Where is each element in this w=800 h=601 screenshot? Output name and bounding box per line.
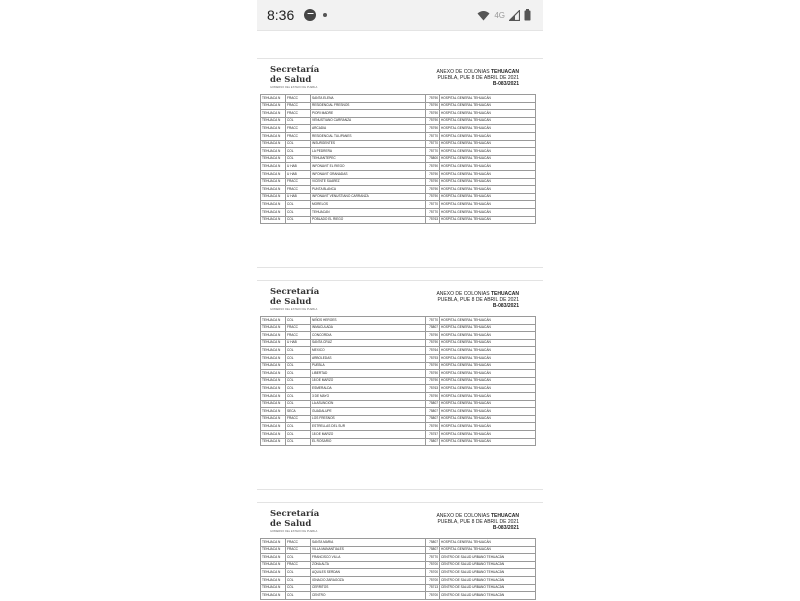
table-cell: COL xyxy=(286,148,311,156)
table-cell: TEHUACA N xyxy=(261,132,286,140)
table-cell: HOSPITAL GENERAL TEHUACÁN xyxy=(440,163,536,171)
table-cell: FRACC xyxy=(286,561,311,569)
table-cell: COL xyxy=(286,354,311,362)
table-cell: U HAB xyxy=(286,193,311,201)
table-cell: PIORI MADRE xyxy=(311,110,426,118)
table-cell: ZONA ALTA xyxy=(311,561,426,569)
table-cell: MORELOS xyxy=(311,201,426,209)
table-cell: TEHUACA N xyxy=(261,216,286,224)
table-cell: 75764 xyxy=(426,347,440,355)
table-row xyxy=(261,324,536,332)
battery-icon xyxy=(524,9,531,21)
table-cell: HOSPITAL GENERAL TEHUACÁN xyxy=(440,132,536,140)
table-row xyxy=(261,430,536,438)
table-cell: HOSPITAL GENERAL TEHUACÁN xyxy=(440,539,536,547)
table-cell: POBLADO EL RIEGO xyxy=(311,216,426,224)
table-cell: 75700 xyxy=(426,561,440,569)
table-row xyxy=(261,400,536,408)
table-cell: 75790 xyxy=(426,362,440,370)
table-cell: COL xyxy=(286,370,311,378)
table-cell: TEHUACA N xyxy=(261,332,286,340)
table-cell: 18 DE MARZO xyxy=(311,377,426,385)
table-cell: HOSPITAL GENERAL TEHUACÁN xyxy=(440,155,536,163)
table-cell: TEHUACA N xyxy=(261,370,286,378)
header-date: PUEBLA, PUE 8 DE ABRIL DE 2021 xyxy=(437,297,519,303)
status-time: 8:36 xyxy=(267,7,295,23)
page-header xyxy=(436,513,519,531)
table-cell: FRANCISCO VILLA xyxy=(311,554,426,562)
table-cell: COL xyxy=(286,317,311,325)
table-cell: HOSPITAL GENERAL TEHUACÁN xyxy=(440,110,536,118)
table-cell: LA PEDRERA xyxy=(311,148,426,156)
table-cell: HOSPITAL GENERAL TEHUACÁN xyxy=(440,178,536,186)
table-row xyxy=(261,347,536,355)
header-title-city: TEHUACAN xyxy=(490,291,519,297)
table-cell: COL xyxy=(286,423,311,431)
table-cell: IGNACIO ZARAGOZA xyxy=(311,576,426,584)
table-cell: 75790 xyxy=(426,117,440,125)
table-cell: TEHUACA N xyxy=(261,347,286,355)
table-row xyxy=(261,362,536,370)
table-cell: TEHUACA N xyxy=(261,117,286,125)
table-row xyxy=(261,170,536,178)
table-cell: 75770 xyxy=(426,201,440,209)
table-cell: HOSPITAL GENERAL TEHUACÁN xyxy=(440,370,536,378)
table-cell: HOSPITAL GENERAL TEHUACÁN xyxy=(440,430,536,438)
table-cell: HOSPITAL GENERAL TEHUACÁN xyxy=(440,148,536,156)
table-cell: 75807 xyxy=(426,324,440,332)
table-cell: COL xyxy=(286,362,311,370)
table-row xyxy=(261,423,536,431)
table-row xyxy=(261,339,536,347)
table-cell: FRACC xyxy=(286,415,311,423)
document-page xyxy=(257,280,543,490)
table-cell: 75790 xyxy=(426,102,440,110)
table-cell: HOSPITAL GENERAL TEHUACÁN xyxy=(440,339,536,347)
table-row xyxy=(261,569,536,577)
table-cell: HOSPITAL GENERAL TEHUACÁN xyxy=(440,385,536,393)
table-cell: 75757 xyxy=(426,430,440,438)
table-cell: EL ROSARIO xyxy=(311,438,426,446)
table-cell: HOSPITAL GENERAL TEHUACÁN xyxy=(440,408,536,416)
table-row xyxy=(261,576,536,584)
table-cell: TEHUACA N xyxy=(261,377,286,385)
table-cell: 75790 xyxy=(426,377,440,385)
table-cell: SECA xyxy=(286,408,311,416)
table-cell: HOSPITAL GENERAL TEHUACÁN xyxy=(440,546,536,554)
table-cell: HOSPITAL GENERAL TEHUACÁN xyxy=(440,362,536,370)
table-cell: COL xyxy=(286,385,311,393)
table-cell: 75713 xyxy=(426,584,440,592)
colonias-table xyxy=(260,94,536,224)
table-cell: ARCADIA xyxy=(311,125,426,133)
table-cell: HOSPITAL GENERAL TEHUACÁN xyxy=(440,117,536,125)
table-cell: 75790 xyxy=(426,178,440,186)
header-title-prefix: ANEXO DE COLONIAS xyxy=(436,513,491,519)
table-cell: COL xyxy=(286,201,311,209)
table-cell: VICENTE SUAREZ xyxy=(311,178,426,186)
header-title-prefix: ANEXO DE COLONIAS xyxy=(436,291,491,297)
table-cell: TEHUACA N xyxy=(261,385,286,393)
secretaria-salud-logo xyxy=(270,509,350,533)
table-cell: 75790 xyxy=(426,95,440,103)
table-cell: HOSPITAL GENERAL TEHUACÁN xyxy=(440,186,536,194)
table-row xyxy=(261,554,536,562)
secretaria-salud-logo xyxy=(270,287,350,311)
table-cell: CENTRO xyxy=(311,592,426,600)
table-cell: CERRITOS xyxy=(311,584,426,592)
table-cell: 75790 xyxy=(426,193,440,201)
table-cell: TEHUACA N xyxy=(261,125,286,133)
table-cell: 75790 xyxy=(426,423,440,431)
table-cell: LOS FRESNOS xyxy=(311,415,426,423)
table-row xyxy=(261,148,536,156)
table-row xyxy=(261,163,536,171)
table-cell: 75790 xyxy=(426,110,440,118)
table-row xyxy=(261,415,536,423)
table-cell: GUADALUPE xyxy=(311,408,426,416)
table-cell: ESTRELLAS DEL SUR xyxy=(311,423,426,431)
table-cell: SANTA ELENA xyxy=(311,95,426,103)
table-cell: 75770 xyxy=(426,148,440,156)
table-row xyxy=(261,102,536,110)
table-cell: 75790 xyxy=(426,392,440,400)
table-cell: HOSPITAL GENERAL TEHUACÁN xyxy=(440,423,536,431)
table-cell: HOSPITAL GENERAL TEHUACÁN xyxy=(440,208,536,216)
table-cell: COL xyxy=(286,216,311,224)
table-cell: FRACC xyxy=(286,102,311,110)
table-cell: 75790 xyxy=(426,163,440,171)
table-cell: HOSPITAL GENERAL TEHUACÁN xyxy=(440,438,536,446)
table-cell: TEHUACA N xyxy=(261,110,286,118)
table-cell: INSURGENTES xyxy=(311,140,426,148)
table-row xyxy=(261,95,536,103)
table-cell: FRACC xyxy=(286,186,311,194)
table-cell: TEHUACA N xyxy=(261,392,286,400)
table-cell: TEHUACA N xyxy=(261,339,286,347)
table-cell: FRACC xyxy=(286,539,311,547)
table-cell: HOSPITAL GENERAL TEHUACÁN xyxy=(440,400,536,408)
network-type-label: 4G xyxy=(494,10,505,20)
table-row xyxy=(261,438,536,446)
table-cell: HOSPITAL GENERAL TEHUACÁN xyxy=(440,317,536,325)
table-cell: COL xyxy=(286,208,311,216)
table-cell: 75807 xyxy=(426,408,440,416)
table-cell: HOSPITAL GENERAL TEHUACÁN xyxy=(440,392,536,400)
logo-subtitle: GOBIERNO DEL ESTADO DE PUEBLA xyxy=(270,86,318,89)
table-cell: HOSPITAL GENERAL TEHUACÁN xyxy=(440,95,536,103)
table-cell: NIÑOS HEROES xyxy=(311,317,426,325)
header-date: PUEBLA, PUE 8 DE ABRIL DE 2021 xyxy=(437,75,519,81)
table-cell: COL xyxy=(286,576,311,584)
table-cell: 75807 xyxy=(426,400,440,408)
table-cell: U HAB xyxy=(286,339,311,347)
table-row xyxy=(261,546,536,554)
table-row xyxy=(261,193,536,201)
table-cell: 75700 xyxy=(426,569,440,577)
page-header xyxy=(436,69,519,87)
table-cell: TEHUACA N xyxy=(261,362,286,370)
table-row xyxy=(261,539,536,547)
table-cell: 3 DE MAYO xyxy=(311,392,426,400)
table-cell: TEHUACA N xyxy=(261,400,286,408)
table-row xyxy=(261,370,536,378)
table-cell: TEHUACA N xyxy=(261,148,286,156)
table-row xyxy=(261,155,536,163)
secretaria-salud-logo xyxy=(270,65,350,89)
table-cell: TEHUACA N xyxy=(261,554,286,562)
table-cell: 75807 xyxy=(426,546,440,554)
table-cell: 18 DE MARZO xyxy=(311,430,426,438)
table-cell: TEHUANTEPEC xyxy=(311,155,426,163)
document-page xyxy=(257,58,543,268)
table-cell: 75800 xyxy=(426,155,440,163)
document-viewer[interactable] xyxy=(257,31,543,600)
table-cell: 75700 xyxy=(426,576,440,584)
table-cell: CENTRO DE SALUD URBANO TEHUACÁN xyxy=(440,592,536,600)
table-cell: FRACC xyxy=(286,110,311,118)
table-cell: 75763 xyxy=(426,216,440,224)
table-cell: HOSPITAL GENERAL TEHUACÁN xyxy=(440,102,536,110)
table-cell: TEHUACA N xyxy=(261,95,286,103)
table-cell: 75790 xyxy=(426,186,440,194)
table-cell: CENTRO DE SALUD URBANO TEHUACÁN xyxy=(440,584,536,592)
table-cell: HOSPITAL GENERAL TEHUACÁN xyxy=(440,140,536,148)
table-cell: TEHUACA N xyxy=(261,430,286,438)
table-row xyxy=(261,117,536,125)
table-cell: TEHUACA N xyxy=(261,201,286,209)
table-row xyxy=(261,110,536,118)
table-cell: 75790 xyxy=(426,170,440,178)
table-cell: FRACC xyxy=(286,132,311,140)
table-cell: TEHUACA N xyxy=(261,423,286,431)
header-title-city: TEHUACAN xyxy=(490,69,519,75)
table-row xyxy=(261,140,536,148)
table-cell: TEHUACA N xyxy=(261,208,286,216)
table-cell: 75770 xyxy=(426,208,440,216)
logo-line-2: de Salud xyxy=(270,519,312,529)
table-cell: TEHUACA N xyxy=(261,178,286,186)
table-cell: 75700 xyxy=(426,592,440,600)
table-cell: HOSPITAL GENERAL TEHUACÁN xyxy=(440,201,536,209)
table-cell: TEHUACA N xyxy=(261,193,286,201)
table-row xyxy=(261,332,536,340)
table-cell: COL xyxy=(286,592,311,600)
table-cell: SANTA CRUZ xyxy=(311,339,426,347)
table-cell: TEHUACA N xyxy=(261,561,286,569)
logo-line-1: Secretaría xyxy=(270,287,320,297)
table-row xyxy=(261,317,536,325)
table-cell: TEHUACA N xyxy=(261,576,286,584)
table-cell: CENTRO DE SALUD URBANO TEHUACÁN xyxy=(440,576,536,584)
logo-subtitle: GOBIERNO DEL ESTADO DE PUEBLA xyxy=(270,308,318,311)
colonias-table xyxy=(260,316,536,446)
table-cell: TEHUACA N xyxy=(261,354,286,362)
table-cell: TEHUACA N xyxy=(261,140,286,148)
wifi-icon xyxy=(477,10,490,21)
table-cell: 75770 xyxy=(426,140,440,148)
table-cell: INMACULADA xyxy=(311,324,426,332)
notification-dot-icon xyxy=(323,13,327,17)
table-row xyxy=(261,208,536,216)
table-cell: HOSPITAL GENERAL TEHUACÁN xyxy=(440,170,536,178)
table-cell: CENTRO DE SALUD URBANO TEHUACÁN xyxy=(440,569,536,577)
messenger-icon xyxy=(304,9,316,21)
header-date: PUEBLA, PUE 8 DE ABRIL DE 2021 xyxy=(437,519,519,525)
table-cell: 75790 xyxy=(426,125,440,133)
table-cell: TEHUACA N xyxy=(261,539,286,547)
table-row xyxy=(261,385,536,393)
table-cell: COL xyxy=(286,584,311,592)
table-cell: COL xyxy=(286,117,311,125)
table-row xyxy=(261,186,536,194)
table-cell: COL xyxy=(286,554,311,562)
table-cell: HOSPITAL GENERAL TEHUACÁN xyxy=(440,354,536,362)
document-page xyxy=(257,502,543,601)
table-cell: 75790 xyxy=(426,332,440,340)
colonias-table xyxy=(260,538,536,600)
table-cell: PUEBLA xyxy=(311,362,426,370)
table-cell: CONCORDIA xyxy=(311,332,426,340)
table-cell: HOSPITAL GENERAL TEHUACÁN xyxy=(440,415,536,423)
table-row xyxy=(261,354,536,362)
logo-line-1: Secretaría xyxy=(270,65,320,75)
table-row xyxy=(261,592,536,600)
table-cell: HOSPITAL GENERAL TEHUACÁN xyxy=(440,193,536,201)
table-cell: FRACC xyxy=(286,125,311,133)
table-cell: LA ASUNCION xyxy=(311,400,426,408)
table-cell: FRACC xyxy=(286,95,311,103)
table-cell: 75770 xyxy=(426,132,440,140)
table-cell: 75770 xyxy=(426,554,440,562)
table-row xyxy=(261,201,536,209)
table-cell: HOSPITAL GENERAL TEHUACÁN xyxy=(440,332,536,340)
logo-line-2: de Salud xyxy=(270,75,312,85)
table-row xyxy=(261,216,536,224)
header-code: B-083/2021 xyxy=(492,303,519,309)
table-cell: 75790 xyxy=(426,370,440,378)
table-row xyxy=(261,178,536,186)
header-title-prefix: ANEXO DE COLONIAS xyxy=(436,69,491,75)
table-cell: 75793 xyxy=(426,354,440,362)
table-cell: MEXICO xyxy=(311,347,426,355)
table-cell: INFONAVIT GRANADAS xyxy=(311,170,426,178)
table-cell: RESIDENCIAL FRESNOS xyxy=(311,102,426,110)
table-cell: COL xyxy=(286,438,311,446)
table-cell: AQUILES SERDAN xyxy=(311,569,426,577)
table-cell: VILLA MANANTIALES xyxy=(311,546,426,554)
table-cell: ESMERALDA xyxy=(311,385,426,393)
table-cell: HOSPITAL GENERAL TEHUACÁN xyxy=(440,324,536,332)
table-cell: COL xyxy=(286,347,311,355)
table-row xyxy=(261,377,536,385)
table-row xyxy=(261,392,536,400)
table-cell: TEHUACA N xyxy=(261,438,286,446)
table-cell: TEHUACA N xyxy=(261,317,286,325)
table-cell: TEHUACA N xyxy=(261,324,286,332)
header-title-city: TEHUACAN xyxy=(490,513,519,519)
table-row xyxy=(261,584,536,592)
table-cell: CENTRO DE SALUD URBANO TEHUACÁN xyxy=(440,561,536,569)
table-cell: COL xyxy=(286,377,311,385)
table-cell: FRACC xyxy=(286,178,311,186)
logo-line-1: Secretaría xyxy=(270,509,320,519)
table-cell: RESIDENCIAL TULIPANES xyxy=(311,132,426,140)
table-cell: SANTA MARIA xyxy=(311,539,426,547)
table-cell: FRACC xyxy=(286,546,311,554)
table-cell: HOSPITAL GENERAL TEHUACÁN xyxy=(440,216,536,224)
table-cell: TEHUACA N xyxy=(261,569,286,577)
table-cell: COL xyxy=(286,140,311,148)
table-cell: VENUSTIANO CARRANZA xyxy=(311,117,426,125)
table-cell: TEHUACA N xyxy=(261,170,286,178)
logo-subtitle: GOBIERNO DEL ESTADO DE PUEBLA xyxy=(270,530,318,533)
table-cell: COL xyxy=(286,430,311,438)
table-cell: COL xyxy=(286,400,311,408)
table-cell: COL xyxy=(286,392,311,400)
table-cell: 75770 xyxy=(426,317,440,325)
table-cell: U HAB xyxy=(286,170,311,178)
table-row xyxy=(261,561,536,569)
table-cell: U HAB xyxy=(286,163,311,171)
table-cell: COL xyxy=(286,569,311,577)
table-row xyxy=(261,408,536,416)
table-cell: 75807 xyxy=(426,438,440,446)
table-cell: 75807 xyxy=(426,415,440,423)
header-code: B-083/2021 xyxy=(492,81,519,87)
table-cell: TEHUACA N xyxy=(261,102,286,110)
table-cell: TEHUACA N xyxy=(261,155,286,163)
table-cell: HOSPITAL GENERAL TEHUACÁN xyxy=(440,377,536,385)
table-cell: 75763 xyxy=(426,385,440,393)
table-cell: 75790 xyxy=(426,339,440,347)
table-cell: FRACC xyxy=(286,332,311,340)
table-cell: LIBERTAD xyxy=(311,370,426,378)
table-cell: CENTRO DE SALUD URBANO TEHUACÁN xyxy=(440,554,536,562)
page-header xyxy=(436,291,519,309)
table-cell: COL xyxy=(286,155,311,163)
table-cell: ARBOLEDAS xyxy=(311,354,426,362)
table-cell: PUNTA BLANCA xyxy=(311,186,426,194)
table-cell: INFONAVIT VENUSTIANO CARRANZA xyxy=(311,193,426,201)
table-cell: INFONAVIT EL RIEGO xyxy=(311,163,426,171)
table-cell: TEHUACA N xyxy=(261,592,286,600)
header-code: B-083/2021 xyxy=(492,525,519,531)
table-cell: TEHUACA N xyxy=(261,186,286,194)
table-cell: HOSPITAL GENERAL TEHUACÁN xyxy=(440,347,536,355)
table-cell: FRACC xyxy=(286,324,311,332)
table-cell: TEHUACA N xyxy=(261,415,286,423)
table-row xyxy=(261,132,536,140)
status-bar xyxy=(257,0,543,31)
table-cell: TEHUACA N xyxy=(261,163,286,171)
table-cell: HOSPITAL GENERAL TEHUACÁN xyxy=(440,125,536,133)
table-cell: TEHUACA N xyxy=(261,584,286,592)
cell-signal-icon xyxy=(509,10,520,21)
table-cell: TEHUACA N xyxy=(261,408,286,416)
table-row xyxy=(261,125,536,133)
logo-line-2: de Salud xyxy=(270,297,312,307)
table-cell: TEHUACA N xyxy=(261,546,286,554)
table-cell: TEHUACAN xyxy=(311,208,426,216)
table-cell: 75807 xyxy=(426,539,440,547)
